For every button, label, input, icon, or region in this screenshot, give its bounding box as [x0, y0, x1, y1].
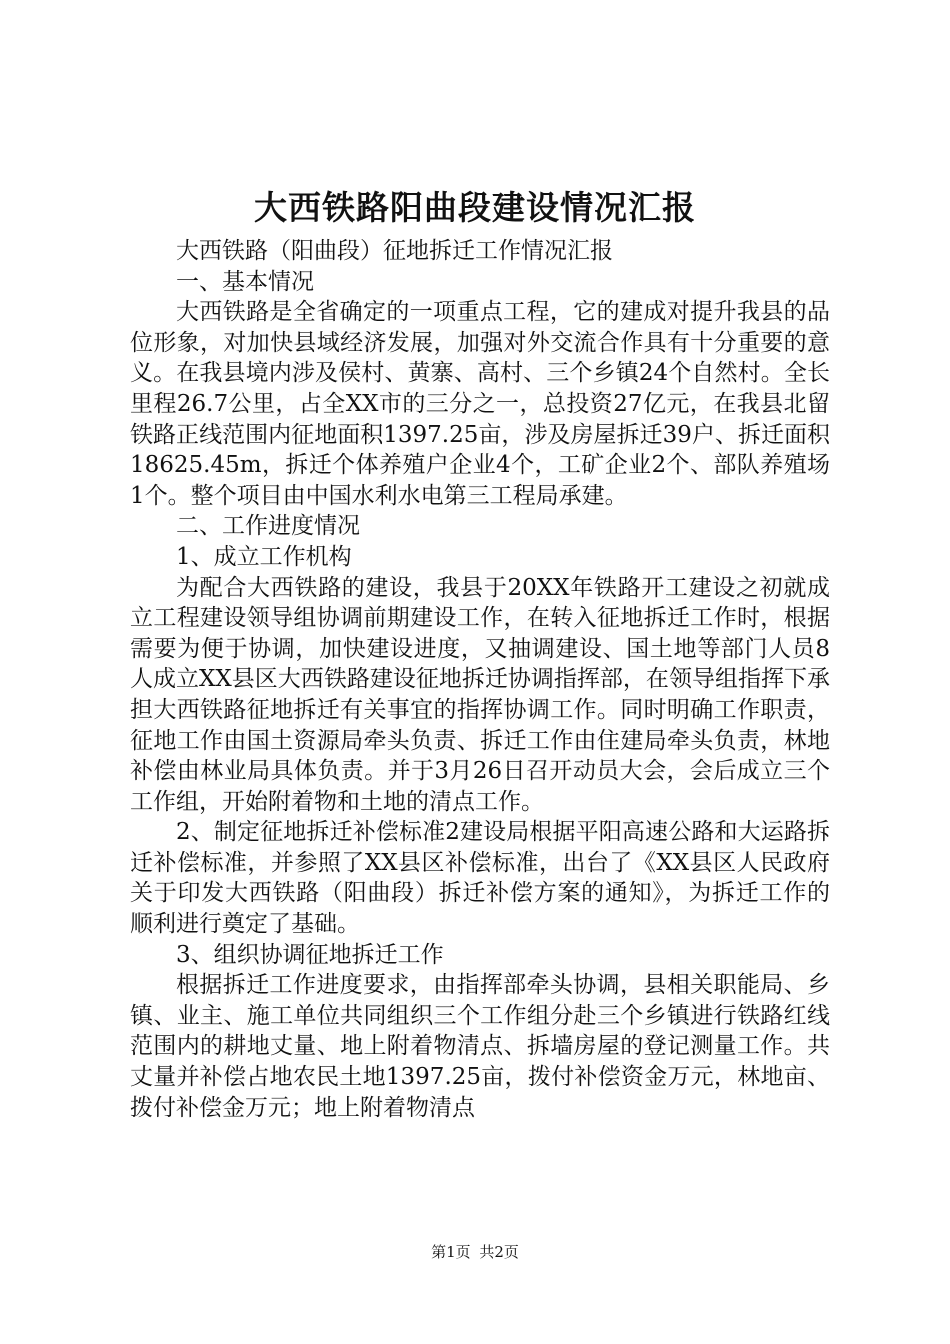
body-paragraph: 2、制定征地拆迁补偿标准2建设局根据平阳高速公路和大运路拆迁补偿标准，并参照了XX县区补偿标准，出台了《XX县区人民政府关于印发大西铁路（阳曲段）拆迁补偿方案的通知》，为拆迁工作的顺利进行奠定了基础。: [130, 819, 830, 938]
subsection-heading: 1、成立工作机构: [176, 543, 352, 570]
document-body: [130, 236, 830, 1123]
page-number: 第1页: [431, 1243, 471, 1261]
body-paragraph: 根据拆迁工作进度要求，由指挥部牵头协调，县相关职能局、乡镇、业主、施工单位共同组织三个工作组分赴三个乡镇进行铁路红线范围内的耕地丈量、地上附着物清点、拆墙房屋的登记测量工作。共丈量并补偿占地农民土地1397.25亩，拨付补偿资金万元，林地亩、拨付补偿金万元；地上附着物清点: [130, 972, 830, 1121]
subtitle-paragraph: 大西铁路（阳曲段）征地拆迁工作情况汇报: [176, 238, 613, 264]
body-paragraph: 为配合大西铁路的建设，我县于20XX年铁路开工建设之初就成立工程建设领导组协调前期建设工作，在转入征地拆迁工作时，根据需要为便于协调，加快建设进度，又抽调建设、国土地等部门人员8人成立XX县区大西铁路建设征地拆迁协调指挥部，在领导组指挥下承担大西铁路征地拆迁有关事宜的指挥协调工作。同时明确工作职责，征地工作由国土资源局牵头负责、拆迁工作由住建局牵头负责，林地补偿由林业局具体负责。并于3月26日召开动员大会，会后成立三个工作组，开始附着物和土地的清点工作。: [130, 574, 830, 815]
page-total: 共2页: [479, 1243, 519, 1261]
page-footer: [0, 1242, 950, 1262]
section-heading-basic: 一、基本情况: [176, 268, 314, 295]
body-paragraph: 大西铁路是全省确定的一项重点工程，它的建成对提升我县的品位形象，对加快县域经济发展，加强对外交流合作具有十分重要的意义。在我县境内涉及侯村、黄寨、高村、三个乡镇24个自然村。全长里程26.7公里，占全XX市的三分之一，总投资27亿元，在我县北留铁路正线范围内征地面积1397.25亩，涉及房屋拆迁39户、拆迁面积18625.45m，拆迁个体养殖户企业4个，工矿企业2个、部队养殖场1个。整个项目由中国水利水电第三工程局承建。: [130, 299, 830, 509]
section-heading-progress: 二、工作进度情况: [176, 513, 360, 540]
document-title: 大西铁路阳曲段建设情况汇报: [254, 188, 696, 227]
subsection-heading: 3、组织协调征地拆迁工作: [176, 941, 444, 968]
